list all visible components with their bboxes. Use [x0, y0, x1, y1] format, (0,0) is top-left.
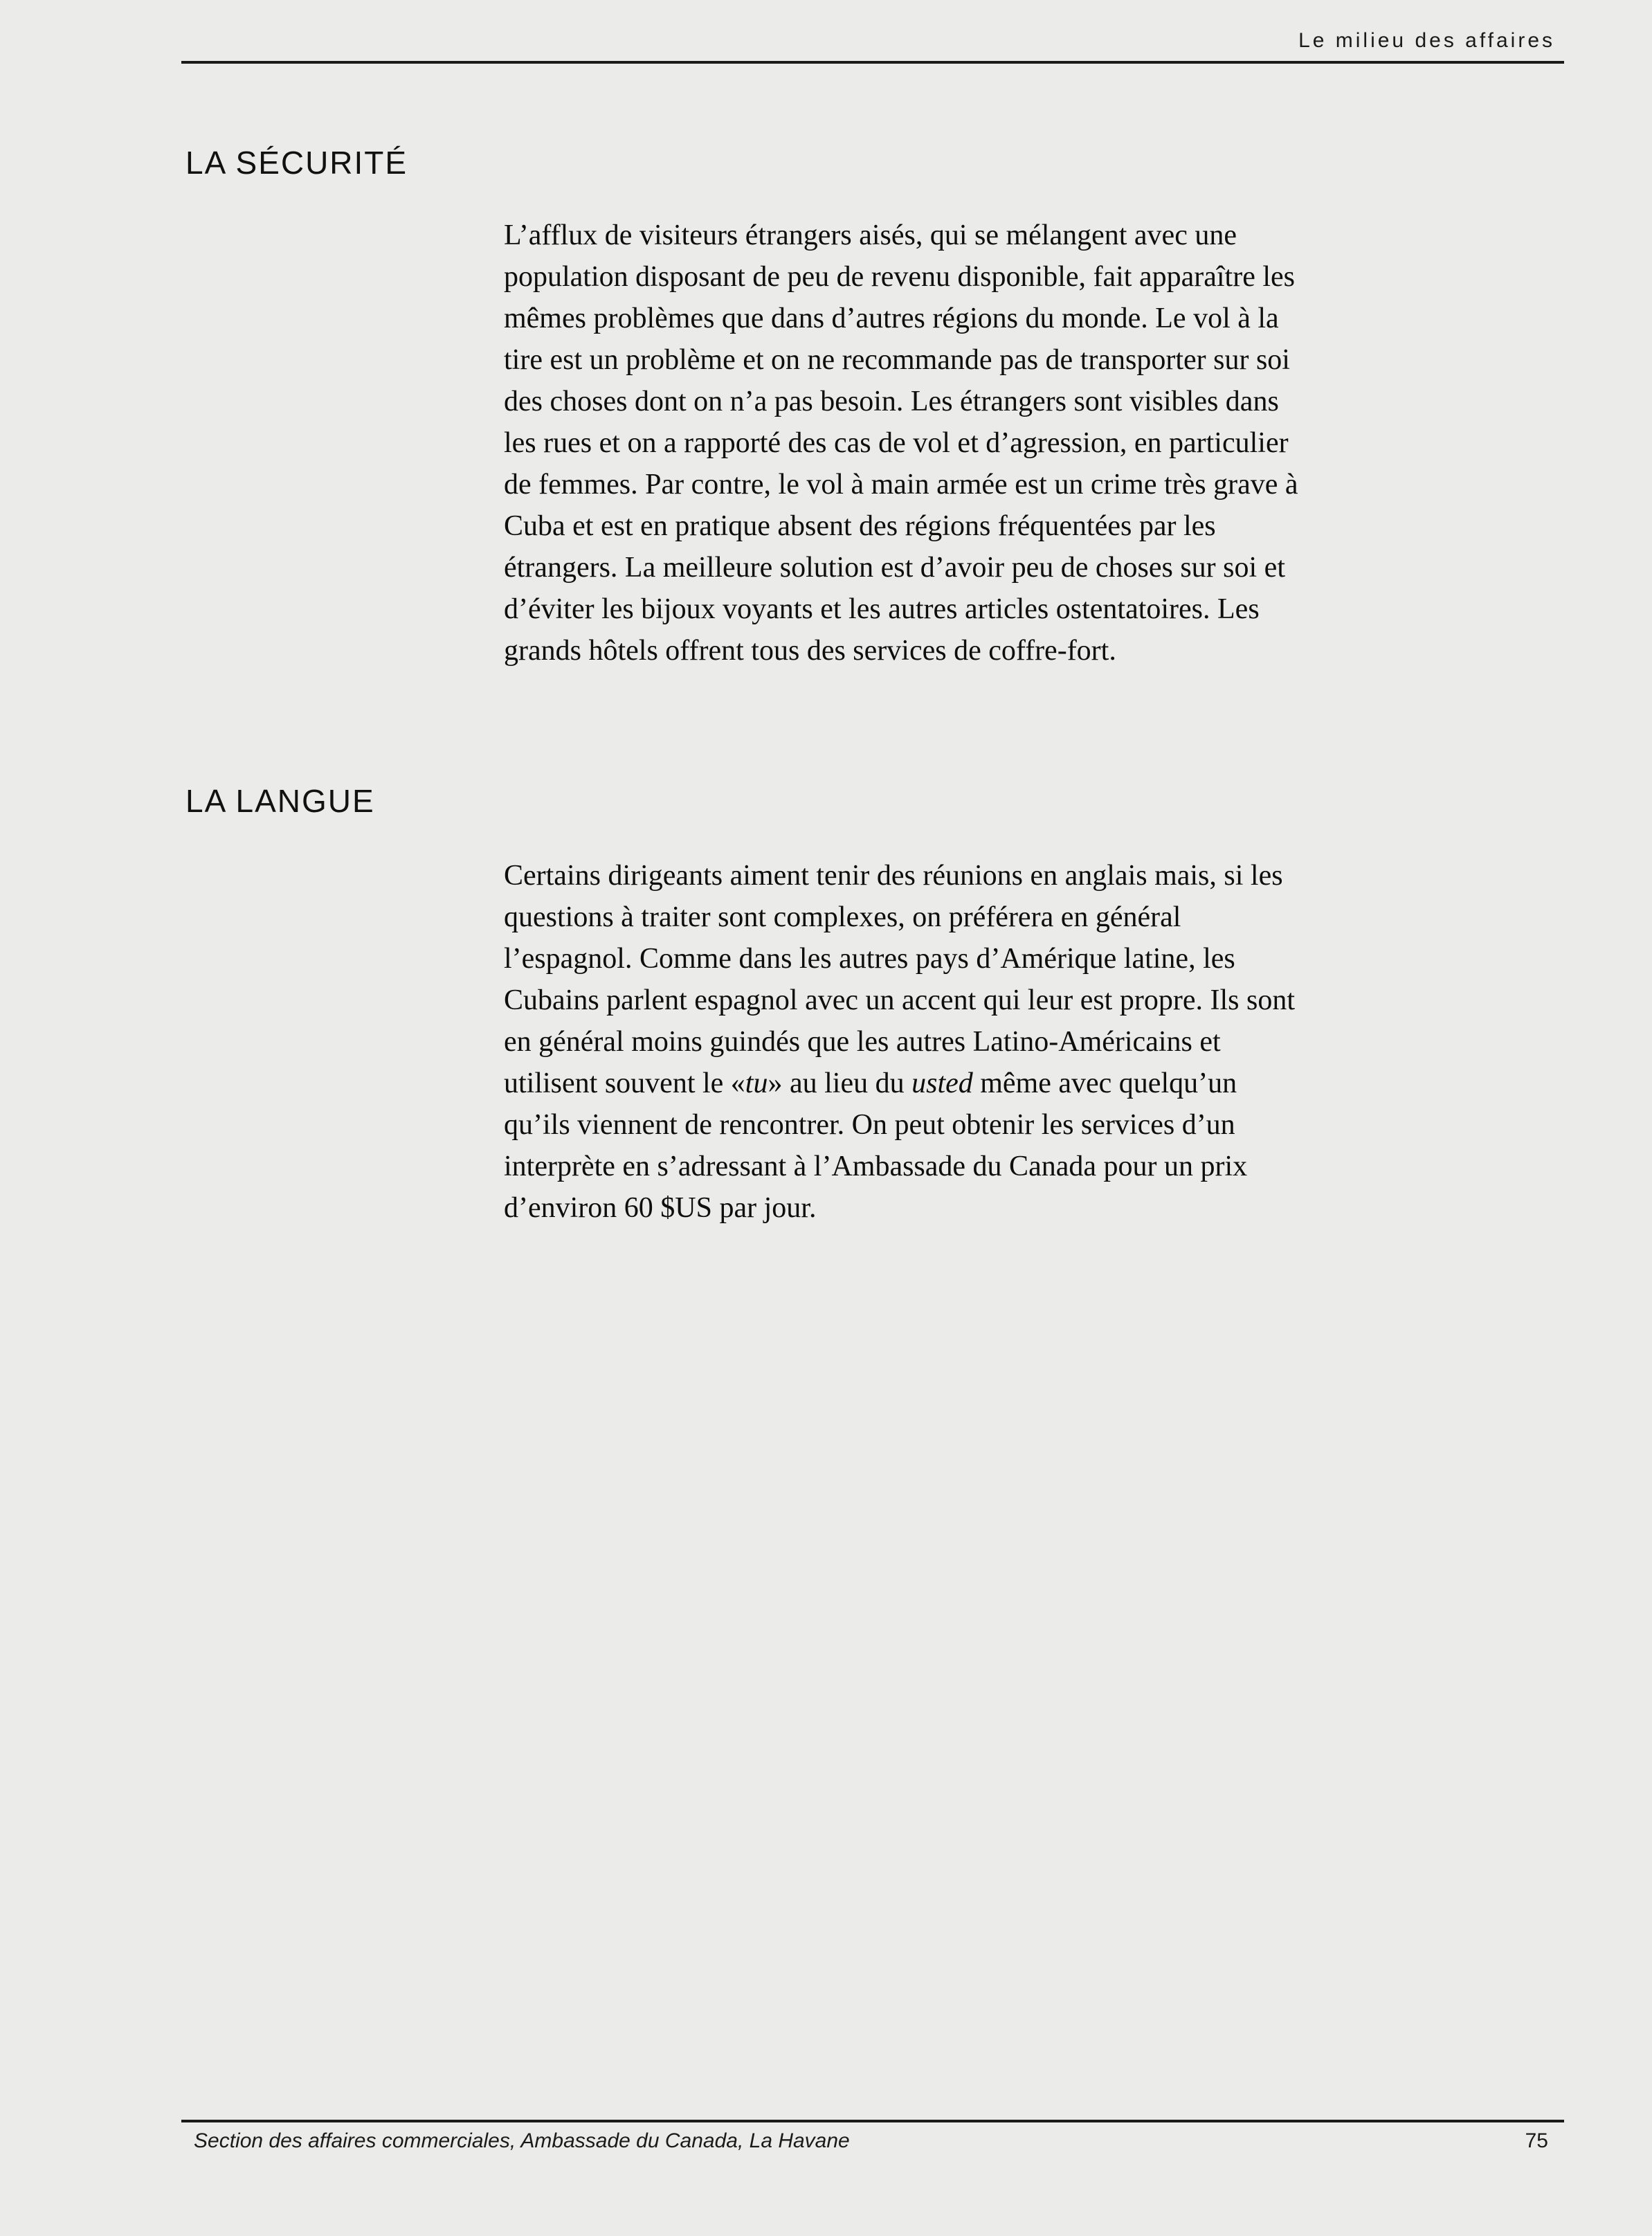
text-line: population disposant de peu de revenu disponible, fait apparaître les	[504, 261, 1296, 293]
text-line: d’éviter les bijoux voyants et les autres articles ostentatoires. Les	[504, 593, 1260, 625]
text-line: Cuba et est en pratique absent des régions fréquentées par les	[504, 510, 1216, 542]
text-line: des choses dont on n’a pas besoin. Les étrangers sont visibles dans	[504, 386, 1279, 417]
text-line: tire est un problème et on ne recommande pas de transporter sur soi	[504, 344, 1290, 376]
text-line: d’environ 60 $US par jour.	[504, 1192, 817, 1224]
text-line: les rues et on a rapporté des cas de vol et d’agression, en particulier	[504, 427, 1289, 459]
section-heading-securite: LA SÉCURITÉ	[185, 145, 408, 181]
text-line: mêmes problèmes que dans d’autres régions du monde. Le vol à la	[504, 303, 1279, 334]
text-line: étrangers. La meilleure solution est d’avoir peu de choses sur soi et	[504, 552, 1285, 584]
text-line-with-emphasis	[504, 1063, 1473, 1104]
footer-source: Section des affaires commerciales, Ambassade du Canada, La Havane	[194, 2129, 850, 2152]
text-line: l’espagnol. Comme dans les autres pays d’Amérique latine, les	[504, 943, 1235, 975]
running-header: Le milieu des affaires	[1298, 29, 1555, 52]
header-rule	[181, 61, 1564, 64]
text-line: grands hôtels offrent tous des services de coffre-fort.	[504, 635, 1116, 667]
text-line: Cubains parlent espagnol avec un accent qui leur est propre. Ils sont	[504, 984, 1295, 1016]
emphasis-tu: tu	[745, 1067, 768, 1099]
paragraph-langue	[504, 855, 1473, 1229]
text-line: L’afflux de visiteurs étrangers aisés, qui se mélangent avec une	[504, 219, 1237, 251]
text-fragment: même avec quelqu’un	[972, 1067, 1237, 1099]
text-line: de femmes. Par contre, le vol à main armée est un crime très grave à	[504, 469, 1298, 501]
emphasis-usted: usted	[911, 1067, 973, 1099]
text-line: questions à traiter sont complexes, on préférera en général	[504, 901, 1181, 933]
footer-rule	[181, 2120, 1564, 2122]
text-line: interprète en s’adressant à l’Ambassade du Canada pour un prix	[504, 1151, 1248, 1182]
page-number: 75	[1525, 2129, 1548, 2152]
text-fragment: » au lieu du	[768, 1067, 912, 1099]
paragraph-securite	[504, 215, 1473, 671]
section-heading-langue: LA LANGUE	[185, 783, 375, 819]
text-line: Certains dirigeants aiment tenir des réunions en anglais mais, si les	[504, 860, 1283, 892]
text-fragment: utilisent souvent le «	[504, 1067, 745, 1099]
text-line: en général moins guindés que les autres Latino-Américains et	[504, 1026, 1221, 1058]
text-line: qu’ils viennent de rencontrer. On peut obtenir les services d’un	[504, 1109, 1235, 1141]
